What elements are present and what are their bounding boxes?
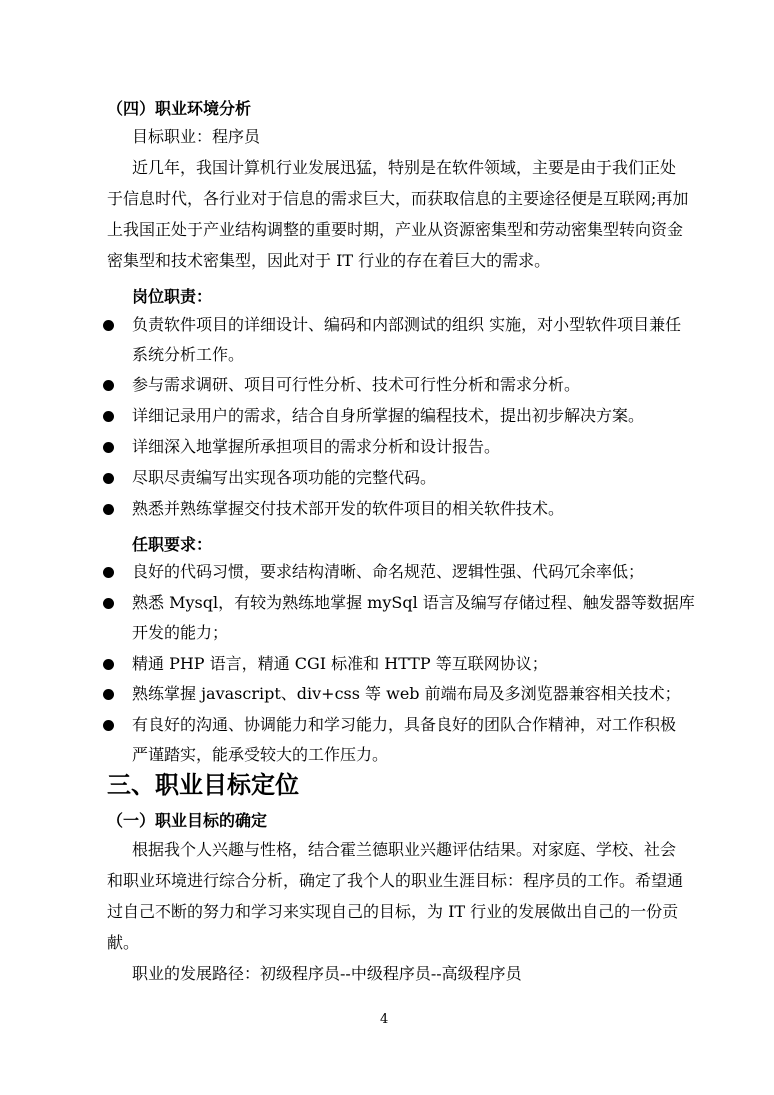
bullet-icon [103,598,114,609]
career-path: 职业的发展路径：初级程序员--中级程序员--高级程序员 [132,964,522,983]
bullet-icon [103,659,114,670]
goal-para-line: 和职业环境进行综合分析，确定了我个人的职业生涯目标：程序员的工作。希望通 [107,871,684,890]
bullet-icon [103,411,114,422]
duties-title: 岗位职责： [132,287,213,306]
requirement-item-cont: 开发的能力； [132,623,229,642]
env-para-line: 于信息时代，各行业对于信息的需求巨大，而获取信息的主要途径便是互联网;再加 [107,189,689,208]
bullet-icon [103,473,114,484]
duty-item: 负责软件项目的详细设计、编码和内部测试的组织 实施，对小型软件项目兼任 [132,315,682,334]
goal-para-line: 献。 [107,933,140,952]
chapter-heading: 三、职业目标定位 [107,771,299,799]
goal-para-line: 根据我个人兴趣与性格，结合霍兰德职业兴趣评估结果。对家庭、学校、社会 [132,840,677,859]
goal-para-line: 过自己不断的努力和学习来实现自己的目标，为 IT 行业的发展做出自己的一份贡 [107,902,679,921]
duty-item: 尽职尽责编写出实现各项功能的完整代码。 [132,468,437,487]
duty-item: 详细深入地掌握所承担项目的需求分析和设计报告。 [132,437,501,456]
requirements-title: 任职要求： [132,535,213,554]
duty-item-cont: 系统分析工作。 [132,345,245,364]
subsection-heading: （一）职业目标的确定 [107,811,268,830]
section-heading: （四）职业环境分析 [107,99,252,118]
bullet-icon [103,442,114,453]
env-para-line: 近几年，我国计算机行业发展迅猛，特别是在软件领域，主要是由于我们正处 [132,158,677,177]
requirement-item-cont: 严谨踏实，能承受较大的工作压力。 [132,745,389,764]
page-number: 4 [380,1012,389,1027]
bullet-icon [103,380,114,391]
bullet-icon [103,504,114,515]
requirement-item: 熟悉 Mysql，有较为熟练地掌握 mySql 语言及编写存储过程、触发器等数据库 [132,593,695,612]
bullet-icon [103,567,114,578]
env-para-line: 密集型和技术密集型，因此对于 IT 行业的存在着巨大的需求。 [107,251,551,270]
requirement-item: 熟练掌握 javascript、div+css 等 web 前端布局及多浏览器兼容相关技术； [132,684,681,703]
requirement-item: 有良好的沟通、协调能力和学习能力，具备良好的团队合作精神，对工作积极 [132,715,677,734]
duty-item: 参与需求调研、项目可行性分析、技术可行性分析和需求分析。 [132,375,581,394]
bullet-icon [103,320,114,331]
requirement-item: 良好的代码习惯，要求结构清晰、命名规范、逻辑性强、代码冗余率低； [132,562,645,581]
env-para-line: 上我国正处于产业结构调整的重要时期，产业从资源密集型和劳动密集型转向资金 [107,220,684,239]
bullet-icon [103,720,114,731]
requirement-item: 精通 PHP 语言，精通 CGI 标准和 HTTP 等互联网协议； [132,654,548,673]
bullet-icon [103,689,114,700]
duty-item: 详细记录用户的需求，结合自身所掌握的编程技术，提出初步解决方案。 [132,406,645,425]
duty-item: 熟悉并熟练掌握交付技术部开发的软件项目的相关软件技术。 [132,499,565,518]
target-career: 目标职业：程序员 [132,127,261,146]
